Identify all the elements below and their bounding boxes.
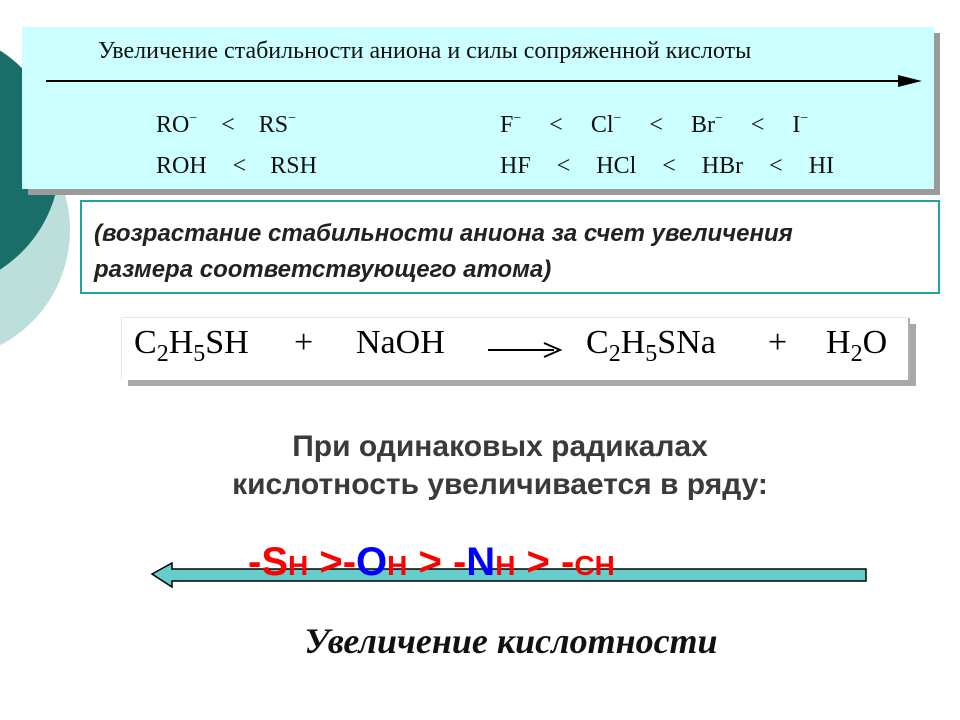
product-water: $H_2O$ — [826, 324, 888, 367]
series-c: C — [574, 550, 595, 581]
less-than: < — [556, 153, 571, 179]
f-anion: F− — [500, 111, 522, 138]
series-gt: >- — [308, 540, 357, 584]
series-h: H — [495, 550, 516, 581]
direction-arrow — [46, 72, 926, 92]
note-line-2: размера соответствующего атома) — [94, 256, 552, 283]
acidity-caption: Увеличение кислотности — [304, 621, 718, 661]
series-gt: > - — [407, 540, 467, 584]
less-than: < — [649, 112, 663, 138]
hcl-formula: HCl — [596, 153, 637, 179]
less-than: < — [662, 153, 676, 179]
less-than: < — [549, 112, 563, 138]
i-anion: I− — [792, 111, 809, 138]
reactant-ethanethiol: $C_2H_5SH$ — [134, 324, 249, 367]
hi-formula: HI — [808, 153, 835, 179]
less-than: < — [750, 112, 765, 138]
anion-stability-title: Увеличение стабильности аниона и силы сопряженной кислоты — [98, 38, 752, 64]
product-sodium-ethanethiolate: $C_2H_5SNa$ — [586, 324, 716, 367]
reaction-arrow — [488, 340, 564, 360]
less-than: < — [769, 153, 783, 179]
series-o: O — [356, 540, 388, 584]
hbr-formula: HBr — [701, 153, 744, 179]
roh-formula: ROH — [156, 153, 207, 179]
hf-formula: HF — [500, 153, 531, 179]
acidity-line-2: кислотность увеличивается в ряду: — [232, 468, 768, 501]
hydrogen-halide-row — [500, 153, 834, 180]
acidity-statement — [0, 428, 960, 504]
rs-anion: RS− — [258, 111, 297, 138]
series-h: H — [288, 550, 309, 581]
plus-sign: + — [294, 324, 314, 361]
less-than: < — [221, 112, 235, 138]
explanation-note — [94, 216, 926, 288]
alcohol-thiol-row — [156, 153, 317, 180]
reactant-naoh: NaOH — [356, 324, 445, 361]
br-anion: Br− — [690, 111, 723, 138]
alkoxide-thiolate-row — [156, 111, 296, 139]
acidity-line-1: При одинаковых радикалах — [292, 430, 708, 463]
series-n: N — [466, 540, 496, 584]
reaction-equation-box — [122, 318, 910, 380]
halide-anion-row — [500, 111, 808, 139]
note-line-1: (возрастание стабильности аниона за счет увеличения — [94, 220, 793, 247]
series-h: H — [387, 550, 408, 581]
acidity-series — [248, 540, 615, 585]
less-than: < — [232, 153, 247, 179]
explanation-note-box — [80, 200, 940, 294]
series-s-prefix: -S — [248, 540, 288, 584]
anion-stability-box — [22, 27, 934, 189]
plus-sign: + — [768, 324, 788, 361]
cl-anion: Cl− — [590, 111, 622, 138]
series-h: H — [594, 550, 615, 581]
series-gt: > - — [515, 540, 575, 584]
ro-anion: RO− — [156, 111, 198, 138]
rsh-formula: RSH — [270, 153, 317, 179]
